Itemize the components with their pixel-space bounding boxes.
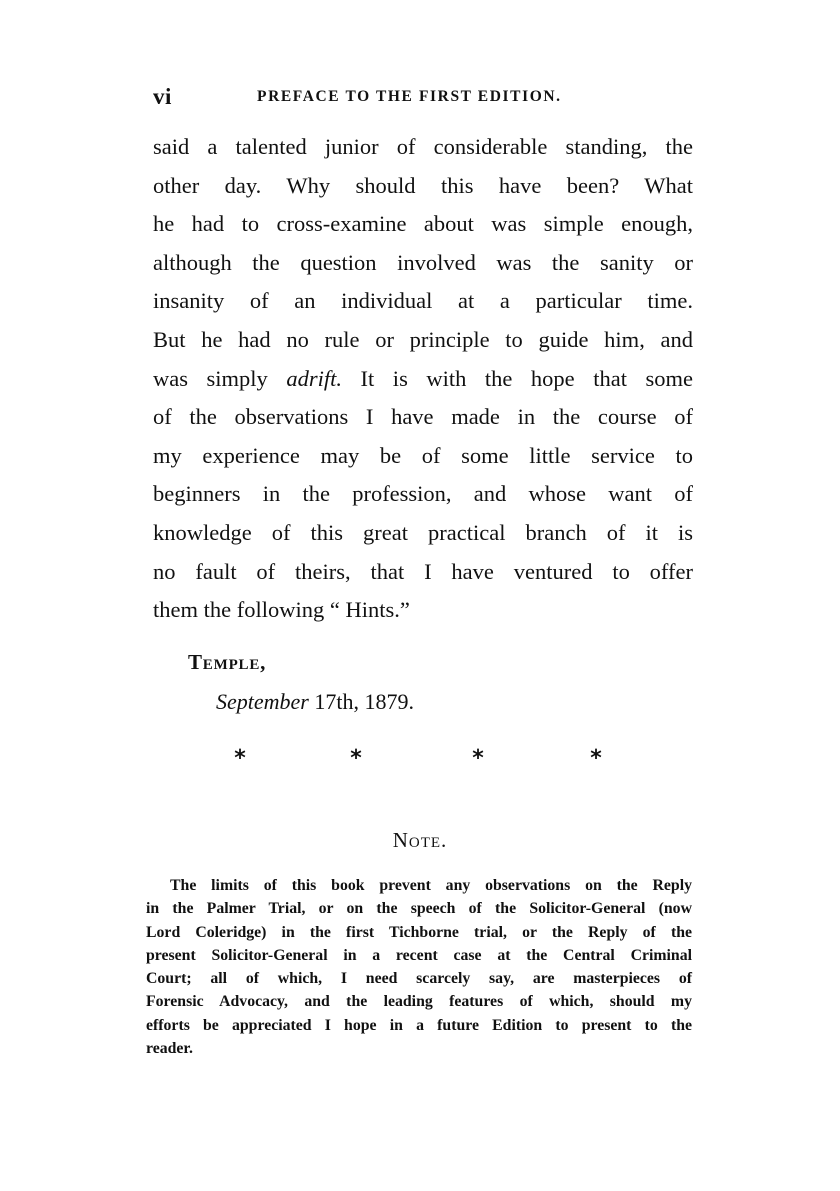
- note-heading: Note.: [392, 828, 448, 852]
- signature-date: [216, 689, 414, 715]
- note-line: in the Palmer Trial, or on the speech of the Solicitor-General (now: [146, 900, 692, 918]
- date-day: [314, 689, 359, 714]
- section-break: [220, 746, 620, 776]
- italic-word: adrift.: [286, 365, 342, 391]
- note-line: reader.: [146, 1040, 193, 1058]
- asterisk: *: [590, 746, 602, 771]
- running-head: [153, 84, 693, 114]
- page-number: vi: [153, 84, 172, 109]
- body-line: But he had no rule or principle to guide him, and: [153, 326, 693, 352]
- note-line: Lord Coleridge) in the first Tichborne trial, or the Reply of the: [146, 923, 692, 941]
- preface-body: [153, 128, 693, 630]
- running-title: PREFACE TO THE FIRST EDITION.: [257, 88, 562, 105]
- body-line: knowledge of this great practical branch of it is: [153, 519, 693, 545]
- note-line: Court; all of which, I need scarcely say, are masterpieces of: [146, 970, 692, 988]
- body-line: [153, 360, 693, 399]
- asterisk: *: [350, 746, 362, 771]
- body-line-after: It is with the hope that some: [341, 365, 693, 391]
- asterisk: *: [472, 746, 484, 771]
- body-line-before: was simply: [153, 365, 287, 391]
- body-line: of the observations I have made in the course of: [153, 404, 693, 430]
- body-line: them the following “ Hints.”: [153, 597, 410, 623]
- note-line: present Solicitor-General in a recent case at the Central Criminal: [146, 946, 692, 964]
- body-line: although the question involved was the sanity or: [153, 249, 693, 275]
- date-day-text: 17th,: [314, 689, 359, 714]
- asterisk: *: [234, 746, 246, 771]
- body-line: insanity of an individual at a particular time.: [153, 288, 693, 314]
- body-line: said a talented junior of considerable standing, the: [153, 134, 693, 159]
- date-year: 1879.: [364, 689, 414, 714]
- note-line: Forensic Advocacy, and the leading features of which, should my: [146, 993, 692, 1011]
- body-line: no fault of theirs, that I have ventured to offer: [153, 558, 693, 584]
- note-body: [146, 874, 692, 1060]
- note-line: efforts be appreciated I hope in a future Edition to present to the: [146, 1016, 692, 1034]
- note-line: The limits of this book prevent any observations on the Reply: [170, 877, 692, 894]
- date-month: September: [216, 689, 309, 714]
- body-line: beginners in the profession, and whose want of: [153, 481, 693, 507]
- body-line: my experience may be of some little service to: [153, 442, 693, 468]
- body-line: he had to cross-examine about was simple enough,: [153, 211, 693, 237]
- body-line: other day. Why should this have been? What: [153, 172, 693, 198]
- signature-place: Temple,: [188, 650, 267, 674]
